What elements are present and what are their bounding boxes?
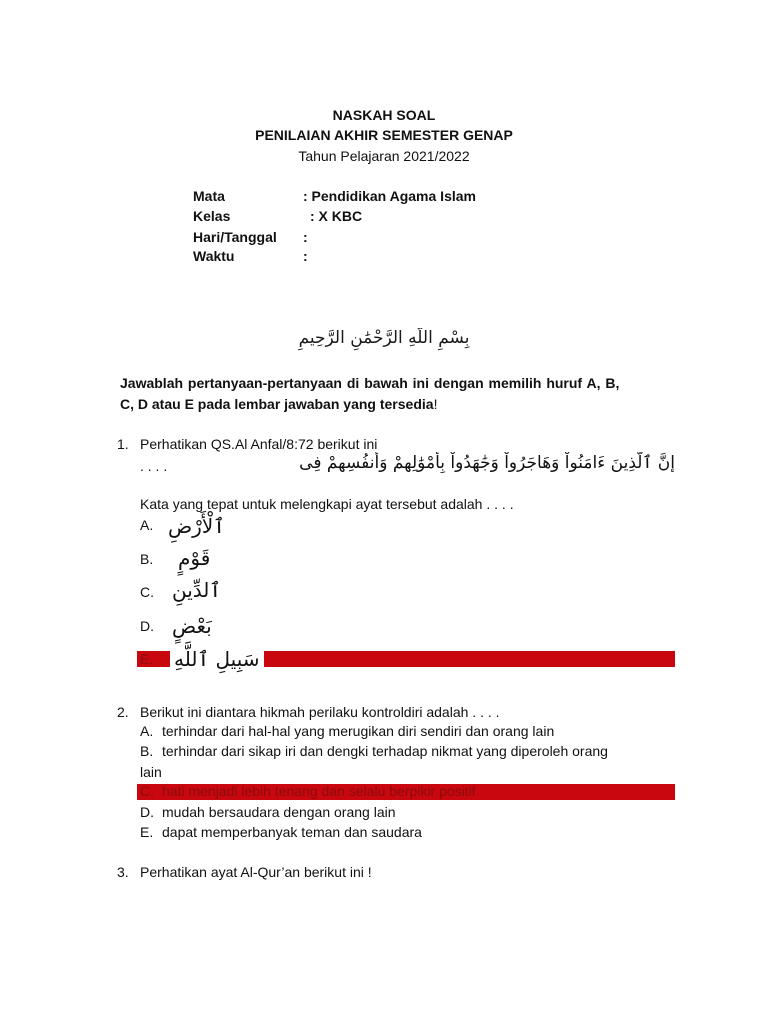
instruction-line-1: Jawablah pertanyaan-pertanyaan di bawah ini dengan memilih huruf A, B, [120,375,620,391]
q2-option-d-label[interactable]: D. [140,804,154,820]
exam-subtitle: PENILAIAN AKHIR SEMESTER GENAP [255,127,513,143]
q2-option-c-text: hati menjadi lebih tenang dan selalu berpikir positif [162,783,476,799]
academic-year: Tahun Pelajaran 2021/2022 [298,148,470,164]
q1-option-e-arabic: سَبِيلِ ٱللَّهِ [170,647,264,671]
q2-option-b-text: terhindar dari sikap iri dan dengki terhadap nikmat yang diperoleh orang [162,743,608,759]
q2-option-b-label[interactable]: B. [140,743,154,759]
q1-option-a-label[interactable]: A. [140,517,154,533]
instruction-line-2-wrap [120,396,437,412]
q1-option-d-label[interactable]: D. [140,618,154,634]
q1-option-b-arabic: قَوْمٍ [178,546,211,570]
q2-option-a-label[interactable]: A. [140,723,154,739]
meta-key-time: Waktu [193,248,235,264]
q1-option-d-arabic: بَعْضٍ [172,614,212,638]
q1-option-b-label[interactable]: B. [140,551,154,567]
q2-option-b-continuation: lain [140,764,162,780]
q3-number: 3. [117,864,129,880]
q2-option-d-text: mudah bersaudara dengan orang lain [162,804,396,820]
q1-text: Perhatikan QS.Al Anfal/8:72 berikut ini [140,436,378,452]
meta-key-subject: Mata [193,188,225,204]
meta-value-class: : X KBC [310,208,363,224]
meta-value-time: : [303,248,308,264]
q1-option-c-label[interactable]: C. [140,584,154,600]
q2-option-c-label[interactable]: C. [140,783,154,799]
q1-dots: . . . . [140,458,168,474]
q1-option-e-label[interactable]: E. [140,651,154,667]
exam-title: NASKAH SOAL [332,107,436,123]
q1-arabic-verse: إِنَّ ٱلَّذِينَ ءَامَنُواْ وَهَاجَرُواْ وَجَٰهَدُواْ بِأَمْوَٰلِهِمْ وَأَنفُسِهِمْ فِى [299,453,675,473]
q1-option-c-arabic: ٱلدِّينِ [172,578,222,602]
q2-option-e-text: dapat memperbanyak teman dan saudara [162,824,422,840]
q2-option-a-text: terhindar dari hal-hal yang merugikan diri sendiri dan orang lain [162,723,555,739]
q2-text: Berikut ini diantara hikmah perilaku kontroldiri adalah . . . . [140,704,500,720]
instruction-line-2: C, D atau E pada lembar jawaban yang tersedia [120,396,434,412]
instruction-exclamation: ! [433,396,438,412]
q3-text: Perhatikan ayat Al-Qur’an berikut ini ! [140,864,372,880]
meta-value-subject: : Pendidikan Agama Islam [303,188,476,204]
meta-key-date: Hari/Tanggal [193,229,277,245]
q1-number: 1. [117,436,129,452]
meta-key-class: Kelas [193,208,231,224]
q2-option-e-label[interactable]: E. [140,824,154,840]
basmalah-calligraphy: بِسْمِ اللَّهِ الرَّحْمَٰنِ الرَّحِيمِ [298,328,470,348]
meta-value-date: : [303,229,308,245]
q1-option-a-arabic: ٱلْأَرْضِ [168,514,225,538]
q2-number: 2. [117,704,129,720]
q1-prompt: Kata yang tepat untuk melengkapi ayat tersebut adalah . . . . [140,496,514,512]
